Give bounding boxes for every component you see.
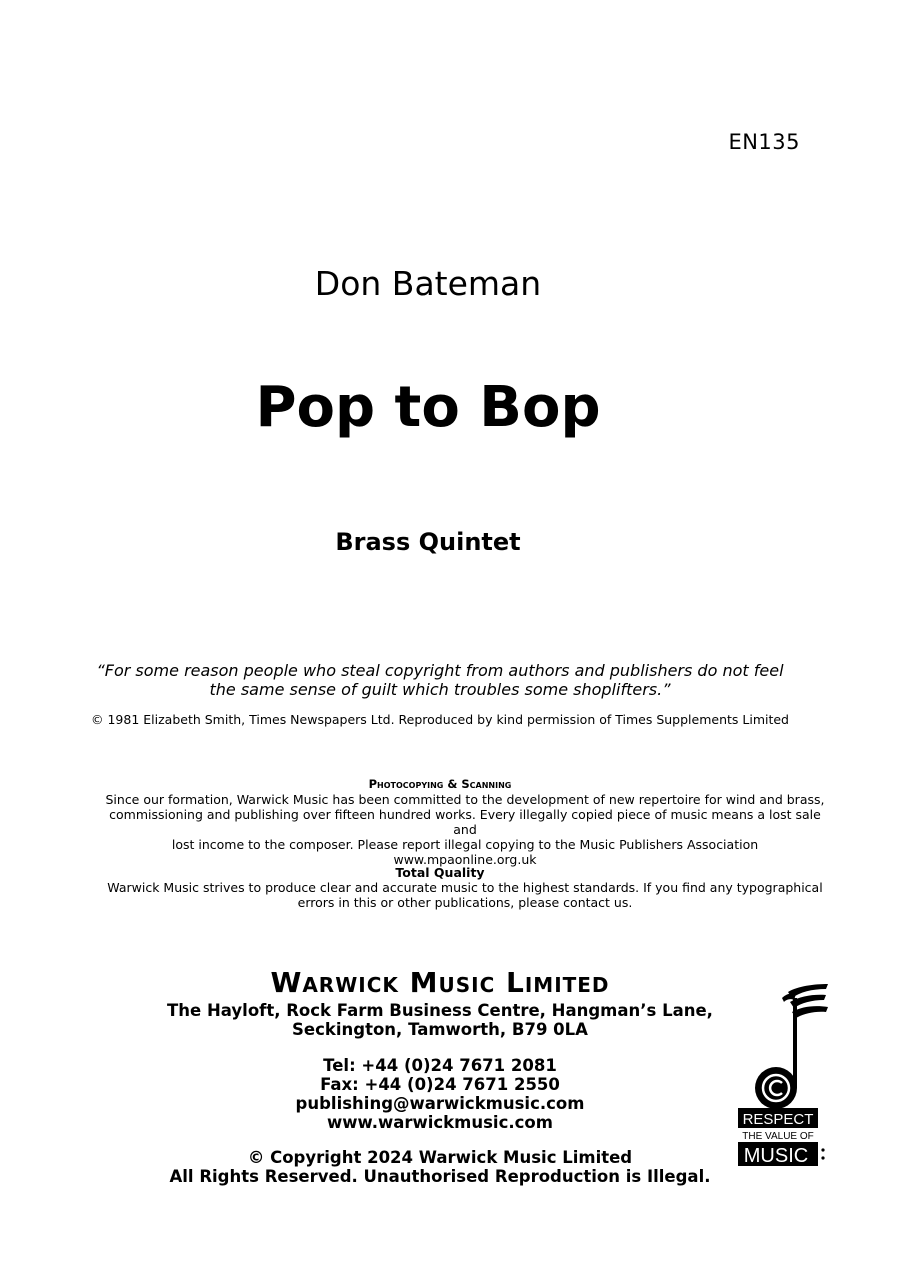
notice-line: Warwick Music strives to produce clear and accurate music to the highest standards. If you find any typographical (107, 880, 823, 895)
catalog-number: EN135 (728, 130, 800, 154)
copyright-quote (0, 661, 880, 699)
quote-line: the same sense of guilt which troubles some shoplifters.” (209, 680, 671, 699)
logo-text-the-value-of: THE VALUE OF (742, 1131, 814, 1142)
instrumentation-subtitle: Brass Quintet (335, 528, 521, 556)
publisher-name: Warwick Music Limited (270, 966, 610, 999)
rights-line: All Rights Reserved. Unauthorised Reproduction is Illegal. (169, 1167, 711, 1186)
notice-line: Since our formation, Warwick Music has been committed to the development of new repertoire for wind and brass, (105, 792, 825, 807)
photocopying-notice (100, 792, 830, 867)
address-line: Seckington, Tamworth, B79 0LA (292, 1020, 588, 1039)
total-quality-notice (100, 880, 830, 910)
photocopying-heading: Photocopying & Scanning (368, 777, 512, 791)
logo-text-music: MUSIC (743, 1145, 809, 1167)
composer-name: Don Bateman (314, 264, 542, 303)
notice-line: commissioning and publishing over fifteen hundred works. Every illegally copied piece of music means a lost sale and (109, 807, 821, 837)
quote-credit: © 1981 Elizabeth Smith, Times Newspapers Ltd. Reproduced by kind permission of Times Supplements Limited (91, 712, 789, 727)
phone-line: Tel: +44 (0)24 7671 2081 (323, 1056, 557, 1075)
address-line: The Hayloft, Rock Farm Business Centre, Hangman’s Lane, (167, 1001, 713, 1020)
music-note-icon (755, 984, 828, 1109)
total-quality-heading: Total Quality (395, 865, 485, 880)
email-line: publishing@warwickmusic.com (295, 1094, 585, 1113)
website-line: www.warwickmusic.com (327, 1113, 553, 1132)
notice-line: lost income to the composer. Please report illegal copying to the Music Publishers Association www.mpaonline.org.uk (171, 837, 759, 867)
notice-line: errors in this or other publications, please contact us. (297, 895, 633, 910)
fax-line: Fax: +44 (0)24 7671 2550 (320, 1075, 560, 1094)
copyright-line: © Copyright 2024 Warwick Music Limited (247, 1148, 633, 1167)
quote-line: “For some reason people who steal copyright from authors and publishers do not feel (96, 661, 784, 680)
logo-text-respect: RESPECT (742, 1111, 814, 1128)
respect-the-value-of-music-logo (736, 980, 832, 1170)
page-title: Pop to Bop (255, 375, 601, 440)
